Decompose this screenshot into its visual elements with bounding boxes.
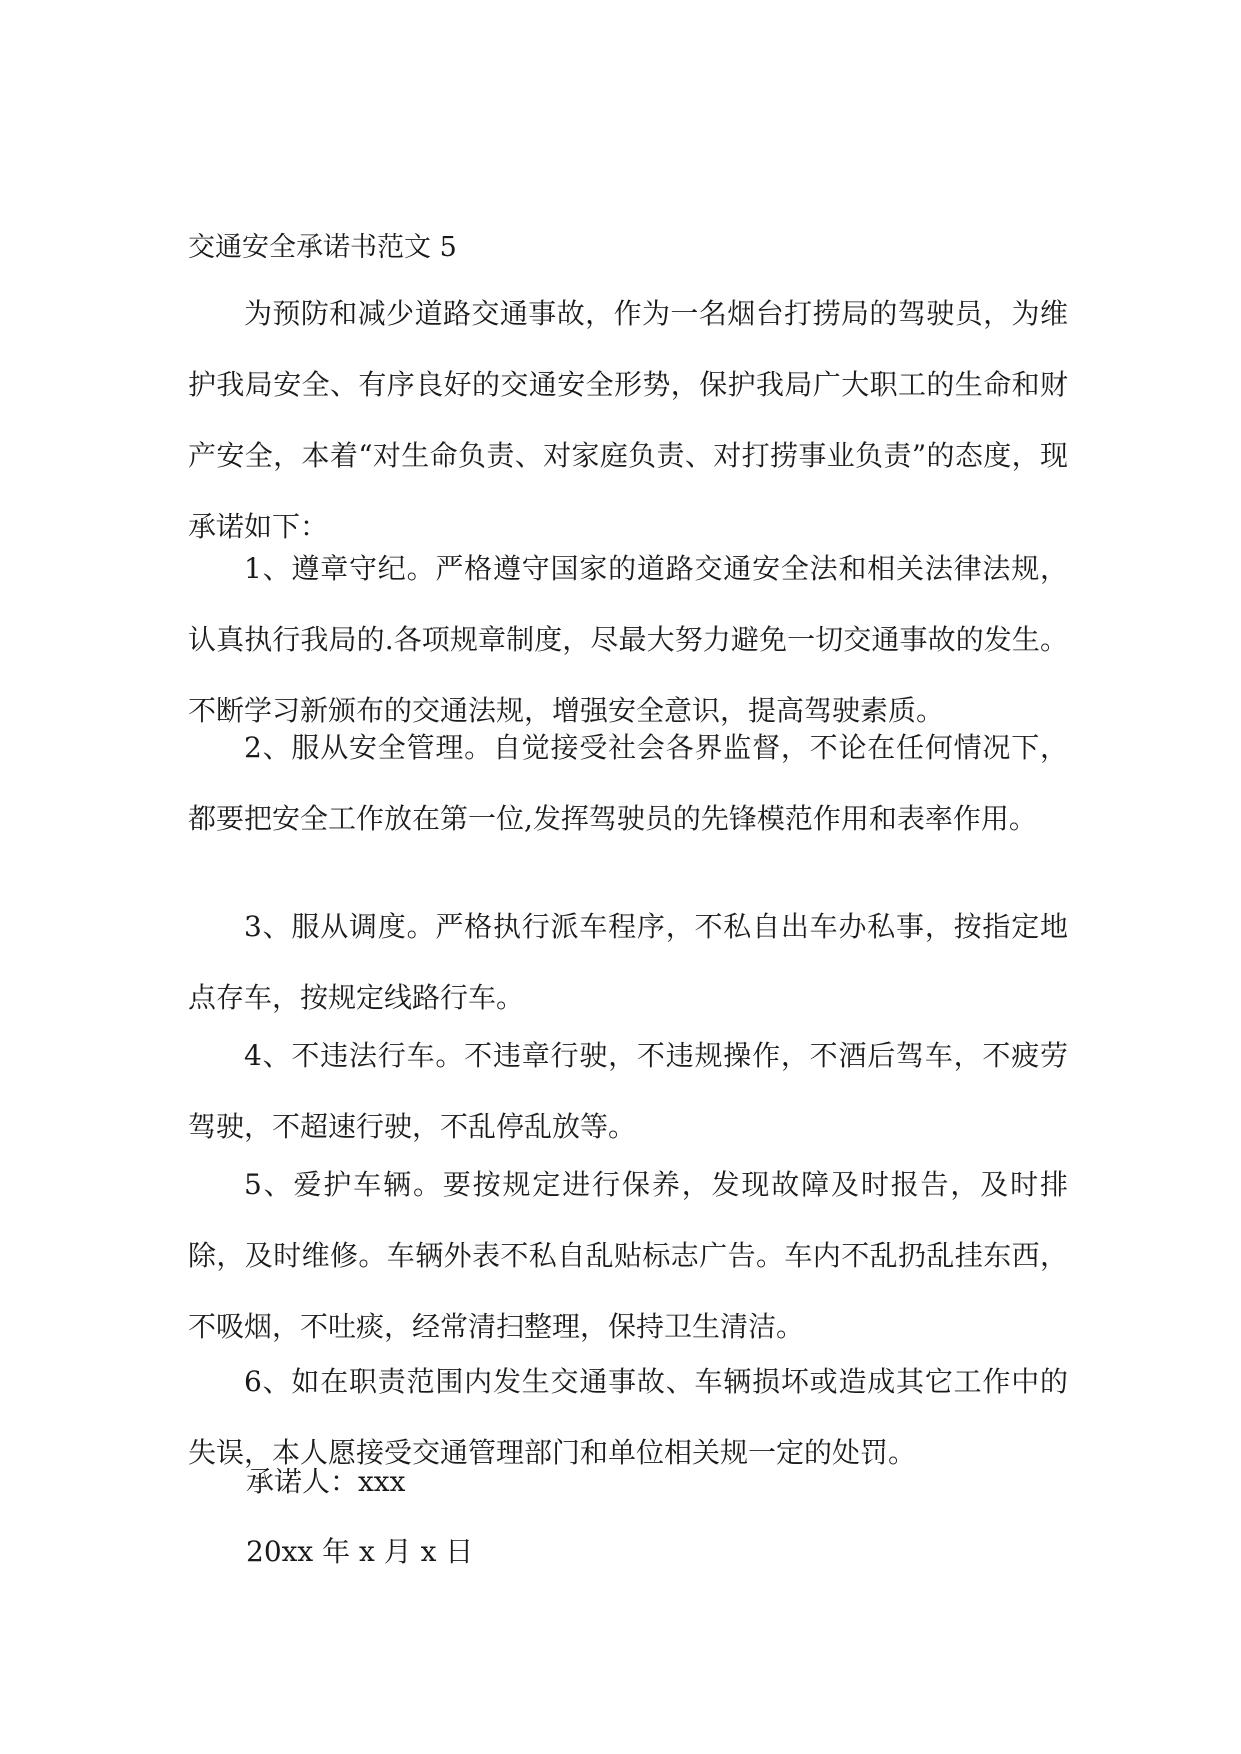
- commitment-item-6: 6、如在职责范围内发生交通事故、车辆损坏或造成其它工作中的失误，本人愿接受交通管理部门和单位相关规一定的处罚。: [188, 1365, 1068, 1469]
- signatory-line: 承诺人：xxx: [246, 1465, 406, 1498]
- commitment-item-5: 5、爱护车辆。要按规定进行保养，发现故障及时报告，及时排除，及时维修。车辆外表不私自乱贴标志广告。车内不乱扔乱挂东西，不吸烟，不吐痰，经常清扫整理，保持卫生清洁。: [188, 1168, 1068, 1343]
- commitment-item-1: 1、遵章守纪。严格遵守国家的道路交通安全法和相关法律法规，认真执行我局的.各项规章制度，尽最大努力避免一切交通事故的发生。不断学习新颁布的交通法规，增强安全意识，提高驾驶素质。: [188, 552, 1068, 727]
- intro-paragraph: 为预防和减少道路交通事故，作为一名烟台打捞局的驾驶员，为维护我局安全、有序良好的交通安全形势，保护我局广大职工的生命和财产安全，本着“对生命负责、对家庭负责、对打捞事业负责”的态度，现承诺如下：: [188, 297, 1068, 543]
- commitment-item-3: 3、服从调度。严格执行派车程序，不私自出车办私事，按指定地点存车，按规定线路行车。: [188, 910, 1068, 1014]
- document-title: 交通安全承诺书范文 5: [188, 232, 457, 263]
- commitment-item-4: 4、不违法行车。不违章行驶，不违规操作，不酒后驾车，不疲劳驾驶，不超速行驶，不乱停乱放等。: [188, 1039, 1068, 1143]
- commitment-item-2: 2、服从安全管理。自觉接受社会各界监督，不论在任何情况下，都要把安全工作放在第一位,发挥驾驶员的先锋模范作用和表率作用。: [188, 731, 1068, 835]
- date-line: 20xx 年 x 月 x 日: [246, 1535, 474, 1568]
